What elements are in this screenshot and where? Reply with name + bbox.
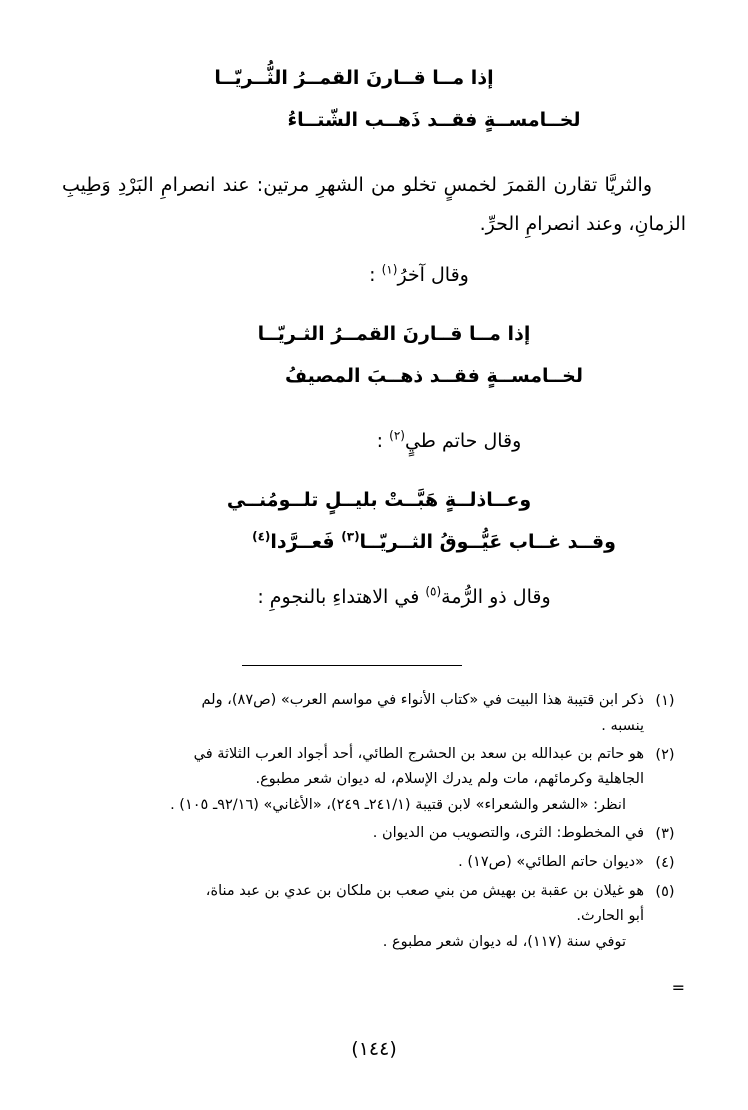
spacer [62, 566, 686, 578]
spacer [62, 144, 686, 166]
continuation-mark: = [671, 978, 686, 997]
footnote-line: هو حاتم بن عبدالله بن سعد بن الحشرج الطائي، أحد أجواد العرب الثلاثة في [193, 745, 644, 762]
verse-segment: فَعــرَّدا [270, 531, 342, 554]
page-number: (١٤٤) [351, 1038, 397, 1060]
footnote-line: «ديوان حاتم الطائي» (ص١٧) . [458, 853, 644, 870]
footnote-separator [242, 665, 462, 666]
footnote-text [62, 742, 644, 819]
footnote-line: الجاهلية وكرمائهم، مات ولم يدرك الإسلام، له ديوان شعر مطبوع. [255, 771, 644, 788]
footnote-number: (٣) [655, 825, 675, 842]
attribution-colon: : [376, 430, 390, 453]
footnote-text [62, 850, 644, 876]
verse-line: إذا مــا قــارنَ القمــرُ الثـريّــا [257, 323, 531, 346]
footnote-item [62, 850, 686, 877]
attribution-text: وقال آخرُ [397, 264, 469, 287]
spacer [62, 460, 686, 482]
footnote-line: ذكر ابن قتيبة هذا البيت في «كتاب الأنواء في مواسم العرب» (ص٨٧)، ولم [201, 692, 644, 708]
footnote-line: أبو الحارث. [576, 908, 644, 925]
attribution-colon: : [369, 264, 382, 287]
footnote-item [62, 879, 686, 956]
attribution-text: وقال ذو الرُّمة [441, 586, 551, 609]
footnote-number: (٤) [655, 854, 675, 871]
verse-line: وعــاذلــةٍ هَبَّــتْ بليــلٍ تلــومُنــي [226, 489, 532, 512]
verse-line: لخــامســةٍ فقــد ذَهــب الشّتــاءُ [287, 109, 581, 132]
page-body [62, 60, 686, 616]
footnote-text [62, 821, 644, 847]
footnote-line: ينسبه . [601, 717, 644, 734]
footnote-ref[interactable]: (٥) [425, 585, 442, 600]
footnote-line: هو غيلان بن عقبة بن بهيش من بني صعب بن ملكان بن عدي بن عبد مناة، [205, 882, 644, 899]
footnotes-section [62, 688, 686, 958]
verse-line: إذا مــا قــارنَ القمــرُ الثُّــريّــا [214, 67, 494, 89]
attribution-line [62, 578, 686, 616]
footnote-line: توفي سنة (١١٧)، له ديوان شعر مطبوع . [382, 934, 626, 951]
verse-line [62, 524, 686, 560]
footnote-number: (٢) [655, 746, 675, 763]
footnote-item [62, 821, 686, 848]
footnote-ref[interactable]: (٤) [252, 530, 271, 545]
footnote-line: في المخطوط: الثرى، والتصويب من الديوان . [372, 824, 644, 841]
attribution-line [62, 256, 686, 294]
footnote-ref[interactable]: (١) [381, 262, 398, 277]
attribution-text: في الاهتداءِ بالنجومِ : [257, 586, 426, 609]
prose-paragraph: والثريَّا تقارن القمرَ لخمسٍ تخلو من الشهرِ مرتين: عند انصرامِ البَرْدِ وَطِيبِ الزمانِ، وعند انصرامِ الحرِّ. [62, 174, 686, 236]
verse-line: لخــامســةٍ فقــد ذهــبَ المصيفُ [285, 365, 583, 388]
footnote-item [62, 688, 686, 740]
spacer [62, 294, 686, 316]
spacer [62, 400, 686, 422]
footnote-item [62, 742, 686, 819]
footnote-text [62, 688, 644, 740]
footnote-number: (١) [655, 693, 675, 709]
attribution-line [62, 422, 686, 460]
footnote-number: (٥) [655, 883, 675, 900]
footnote-line: انظر: «الشعر والشعراء» لابن قتيبة (٢٤١/١ـ ٢٤٩)، «الأغاني» (٩٢/١٦ـ ١٠٥) . [170, 797, 626, 814]
verse-segment: وقــد غــاب عَيُّــوقُ الثــريّــا [359, 531, 616, 554]
attribution-text: وقال حاتم طيٍ [404, 430, 522, 453]
footnote-text [62, 879, 644, 956]
footnote-ref[interactable]: (٢) [389, 428, 405, 443]
spacer [62, 244, 686, 256]
footnote-ref[interactable]: (٣) [341, 530, 360, 545]
